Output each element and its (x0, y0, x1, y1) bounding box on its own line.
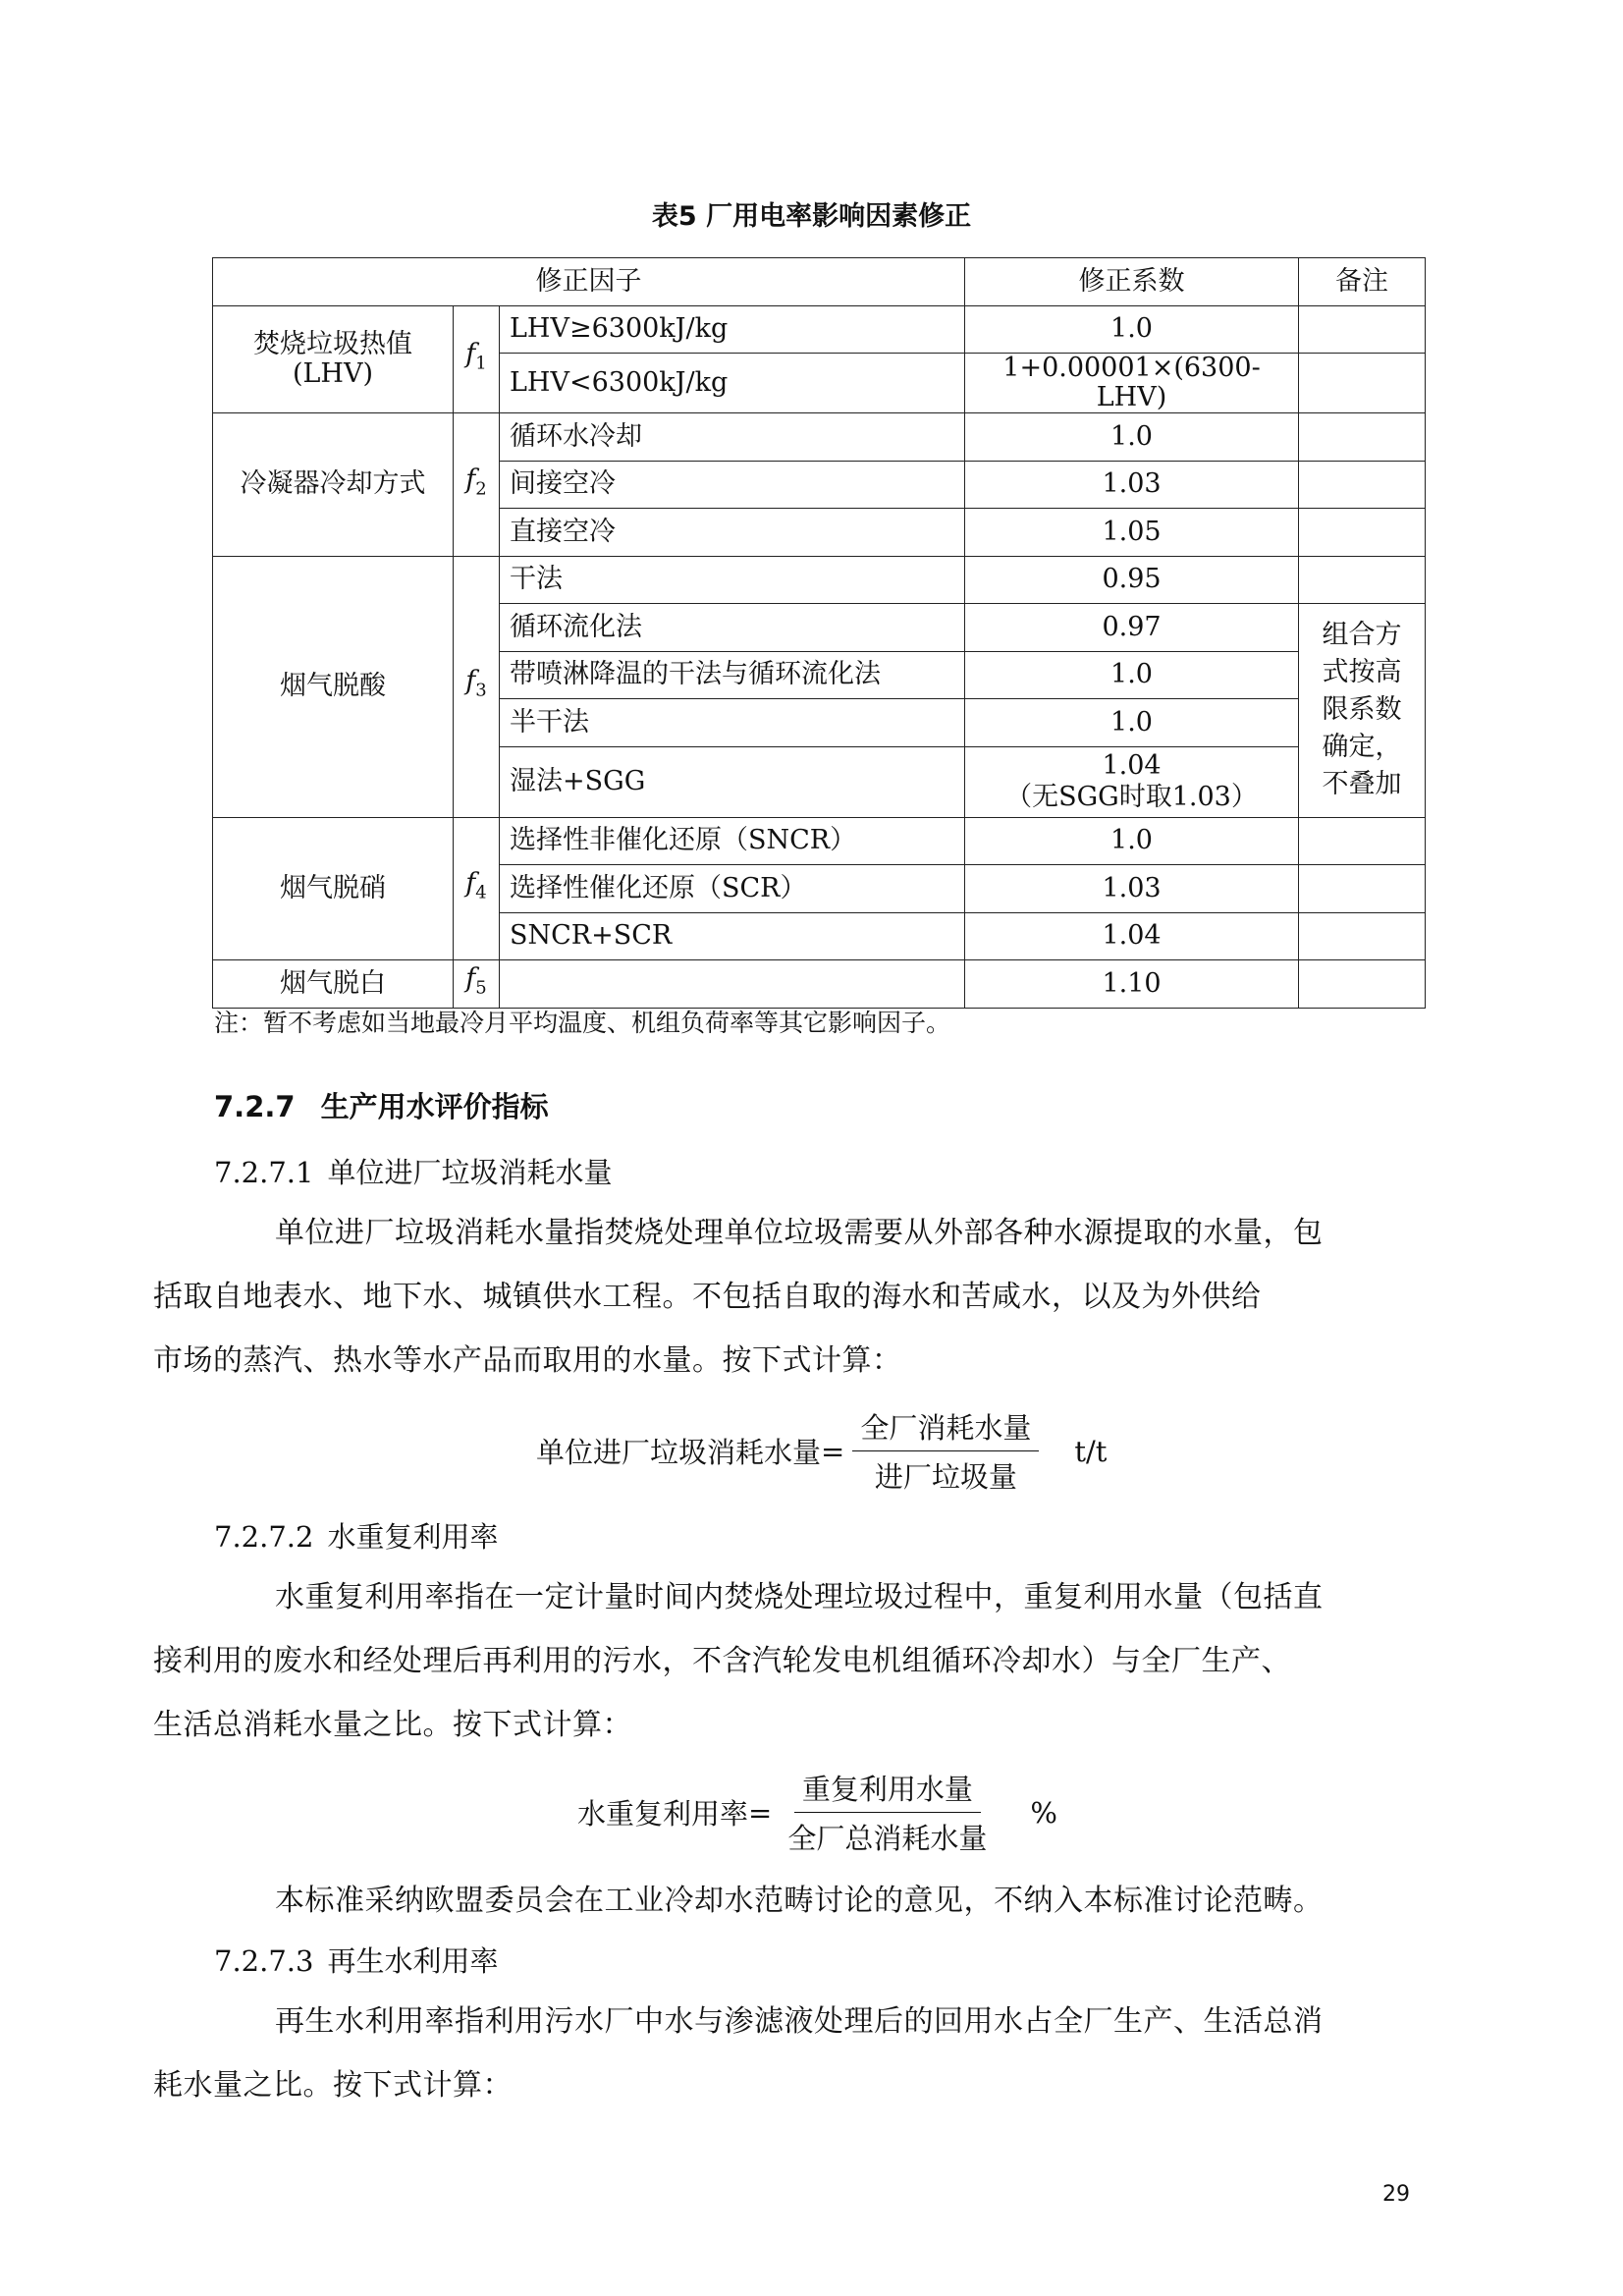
formula-equals: = (748, 1795, 773, 1830)
formula-numerator: 重复利用水量 (794, 1768, 981, 1813)
paragraph-water-reuse: 水重复利用率指在一定计量时间内焚烧处理垃圾过程中，重复利用水量（包括直 接利用的废水和经处理后再利用的污水，不含汽轮发电机组循环冷却水）与全厂生产、 生活总消耗水量之比。按下式计算： (153, 1580, 1324, 1742)
value-cell: 1.0 (965, 305, 1299, 354)
formula-equals: = (821, 1434, 845, 1468)
remark-cell (1299, 556, 1426, 604)
header-coefficient: 修正系数 (965, 258, 1299, 306)
remark-cell (1299, 413, 1426, 462)
factor-name: 冷凝器冷却方式 (213, 413, 454, 557)
value-cell: 1.0 (965, 651, 1299, 699)
paragraph-reclaimed-water: 再生水利用率指利用污水厂中水与渗滤液处理后的回用水占全厂生产、生活总消 耗水量之比。按下式计算： (153, 2004, 1324, 2103)
condition-cell: LHV≥6300kJ/kg (500, 305, 965, 354)
remark-cell (1299, 960, 1426, 1009)
formula-water-reuse (577, 1768, 1057, 1857)
condition-cell: LHV<6300kJ/kg (500, 354, 965, 413)
value-cell: 1.03 (965, 865, 1299, 913)
formula-unit: t/t (1074, 1434, 1108, 1468)
factor-symbol: $f_2$ (454, 413, 500, 557)
factor-symbol: $f_4$ (454, 817, 500, 960)
formula-fraction (780, 1768, 995, 1857)
table-caption: 表5 厂用电率影响因素修正 (651, 201, 972, 232)
header-remark: 备注 (1299, 258, 1426, 306)
condition-cell: 选择性催化还原（SCR） (500, 865, 965, 913)
factor-symbol: $f_1$ (454, 305, 500, 413)
remark-cell (1299, 305, 1426, 354)
formula-numerator: 全厂消耗水量 (852, 1406, 1039, 1451)
formula-water-consumption (536, 1406, 1107, 1496)
remark-cell (1299, 354, 1426, 413)
value-cell: 1.04 (965, 912, 1299, 960)
remark-cell (1299, 912, 1426, 960)
paragraph-water-consumption: 单位进厂垃圾消耗水量指焚烧处理单位垃圾需要从外部各种水源提取的水量，包 括取自地表水、地下水、城镇供水工程。不包括自取的海水和苦咸水，以及为外供给 市场的蒸汽、热水等水产品而取用的水量。按下式计算： (153, 1216, 1324, 1378)
subsection-heading-3: 7.2.7.3 再生水利用率 (214, 1944, 499, 1978)
value-cell: 1.0 (965, 817, 1299, 865)
formula-lhs: 单位进厂垃圾消耗水量 (536, 1436, 822, 1469)
factor-name: 烟气脱硝 (213, 817, 454, 960)
condition-cell: 循环水冷却 (500, 413, 965, 462)
subsection-heading-1: 7.2.7.1 单位进厂垃圾消耗水量 (214, 1156, 613, 1189)
value-cell: 1.04 （无SGG时取1.03） (965, 746, 1299, 817)
table-row (213, 305, 1426, 354)
value-cell: 1+0.00001×(6300-LHV) (965, 354, 1299, 413)
factor-name: 烟气脱白 (213, 960, 454, 1009)
value-cell: 0.95 (965, 556, 1299, 604)
condition-cell: 直接空冷 (500, 509, 965, 557)
factor-name: 烟气脱酸 (213, 556, 454, 817)
table-row (213, 817, 1426, 865)
table-row (213, 960, 1426, 1009)
table-row (213, 556, 1426, 604)
correction-factor-table (212, 257, 1426, 1009)
condition-cell: 半干法 (500, 699, 965, 747)
condition-cell: SNCR+SCR (500, 912, 965, 960)
value-cell: 1.05 (965, 509, 1299, 557)
formula-denominator: 全厂总消耗水量 (787, 1822, 988, 1855)
formula-lhs: 水重复利用率 (577, 1797, 749, 1831)
remark-cell (1299, 509, 1426, 557)
remark-cell (1299, 865, 1426, 913)
formula-denominator: 进厂垃圾量 (874, 1460, 1017, 1494)
page-number: 29 (1382, 2182, 1410, 2207)
factor-name: 焚烧垃圾热值 (LHV) (213, 305, 454, 413)
table-header-row (213, 258, 1426, 306)
section-heading: 7.2.7 生产用水评价指标 (214, 1090, 549, 1123)
value-cell: 1.0 (965, 699, 1299, 747)
value-cell: 1.10 (965, 960, 1299, 1009)
condition-cell: 选择性非催化还原（SNCR） (500, 817, 965, 865)
value-cell: 1.03 (965, 461, 1299, 509)
formula-unit: % (1030, 1795, 1057, 1830)
remark-cell (1299, 817, 1426, 865)
paragraph-scope-note: 本标准采纳欧盟委员会在工业冷却水范畴讨论的意见，不纳入本标准讨论范畴。 (275, 1884, 1324, 1918)
table-row (213, 413, 1426, 462)
header-factor: 修正因子 (213, 258, 965, 306)
condition-cell: 带喷淋降温的干法与循环流化法 (500, 651, 965, 699)
value-cell: 1.0 (965, 413, 1299, 462)
factor-symbol: $f_3$ (454, 556, 500, 817)
condition-cell: 湿法+SGG (500, 746, 965, 817)
value-cell: 0.97 (965, 604, 1299, 652)
remark-cell-combined: 组合方 式按高 限系数 确定， 不叠加 (1299, 604, 1426, 818)
condition-cell (500, 960, 965, 1009)
condition-cell: 循环流化法 (500, 604, 965, 652)
condition-cell: 干法 (500, 556, 965, 604)
subsection-heading-2: 7.2.7.2 水重复利用率 (214, 1520, 499, 1554)
factor-symbol: $f_5$ (454, 960, 500, 1009)
condition-cell: 间接空冷 (500, 461, 965, 509)
remark-cell (1299, 461, 1426, 509)
table-note: 注：暂不考虑如当地最冷月平均温度、机组负荷率等其它影响因子。 (214, 1009, 951, 1037)
formula-fraction (852, 1406, 1039, 1496)
